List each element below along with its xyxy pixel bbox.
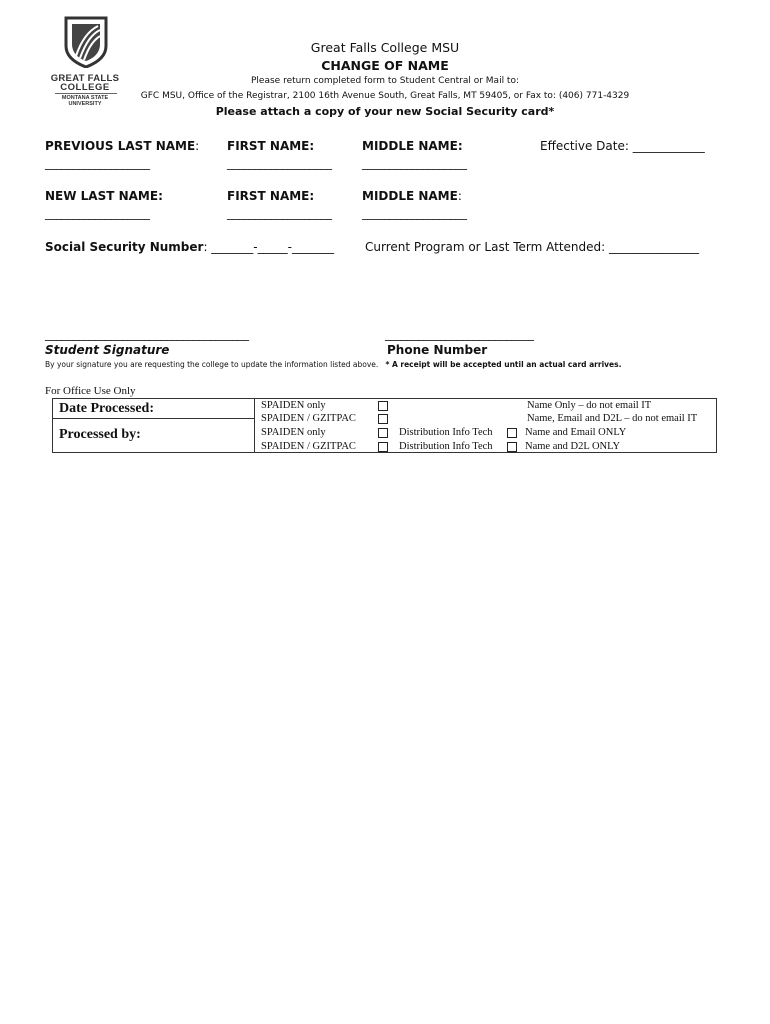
- student-signature-line[interactable]: _____________________________________: [45, 327, 249, 341]
- ssn-field[interactable]: Social Security Number: _______-_____-_______: [45, 240, 334, 254]
- office-divider: [53, 418, 254, 419]
- signature-disclaimer: By your signature you are requesting the college to update the information listed above. * A receipt will be accepted until an actual card arrives.: [45, 360, 622, 369]
- processed-by-label: Processed by:: [59, 427, 141, 442]
- middle-name-blank-2[interactable]: ___________________: [362, 206, 467, 220]
- middle-name-label-2: MIDDLE NAME:: [362, 189, 462, 203]
- office-row-3-dist: Distribution Info Tech: [399, 427, 493, 438]
- instruction-line-1: Please return completed form to Student Central or Mail to:: [251, 76, 519, 86]
- student-signature-label: Student Signature: [45, 343, 170, 357]
- form-title: CHANGE OF NAME: [321, 58, 449, 73]
- office-row-3-checkbox[interactable]: [378, 428, 388, 438]
- first-name-blank-2[interactable]: ___________________: [227, 206, 332, 220]
- previous-last-name-blank[interactable]: ___________________: [45, 156, 150, 170]
- middle-name-label: MIDDLE NAME:: [362, 139, 463, 153]
- institution-name: Great Falls College MSU: [310, 40, 460, 55]
- office-row-4-checkbox[interactable]: [378, 442, 388, 452]
- logo-line-4: UNIVERSITY: [68, 101, 102, 107]
- phone-number-line[interactable]: ___________________________: [385, 327, 534, 341]
- office-row-1-desc: Name Only – do not email IT: [527, 400, 652, 411]
- first-name-blank[interactable]: ___________________: [227, 156, 332, 170]
- previous-last-name-label: PREVIOUS LAST NAME:: [45, 139, 200, 153]
- office-row-3-desc: Name and Email ONLY: [525, 427, 627, 438]
- office-row-2-desc: Name, Email and D2L – do not email IT: [527, 413, 698, 424]
- office-use-heading: For Office Use Only: [45, 385, 136, 397]
- office-row-1-checkbox[interactable]: [378, 401, 388, 411]
- office-row-4-dist-checkbox[interactable]: [507, 442, 517, 452]
- office-row-4-dist: Distribution Info Tech: [399, 441, 493, 452]
- office-row-4-desc: Name and D2L ONLY: [525, 441, 621, 452]
- current-program-field[interactable]: Current Program or Last Term Attended: _______________: [365, 240, 700, 254]
- attach-note: Please attach a copy of your new Social Security card*: [215, 105, 555, 118]
- office-row-3-dist-checkbox[interactable]: [507, 428, 517, 438]
- office-row-2-system: SPAIDEN / GZITPAC: [261, 413, 356, 424]
- office-row-4-system: SPAIDEN / GZITPAC: [261, 441, 356, 452]
- logo-line-1: GREAT FALLS: [50, 73, 120, 84]
- office-row-1-system: SPAIDEN only: [261, 400, 326, 411]
- effective-date-field[interactable]: Effective Date: ____________: [540, 139, 705, 153]
- instruction-line-2: GFC MSU, Office of the Registrar, 2100 16th Avenue South, Great Falls, MT 59405, or Fax to: (406) 771-4329: [140, 91, 630, 101]
- logo-line-3: MONTANA STATE: [61, 95, 109, 101]
- office-row-3-system: SPAIDEN only: [261, 427, 326, 438]
- first-name-label: FIRST NAME:: [227, 139, 315, 153]
- first-name-label-2: FIRST NAME:: [227, 189, 315, 203]
- middle-name-blank[interactable]: ___________________: [362, 156, 467, 170]
- new-last-name-blank[interactable]: ___________________: [45, 206, 150, 220]
- office-row-2-checkbox[interactable]: [378, 414, 388, 424]
- new-last-name-label: NEW LAST NAME:: [45, 189, 163, 203]
- date-processed-label: Date Processed:: [59, 401, 154, 416]
- logo-line-2: COLLEGE: [60, 82, 110, 93]
- office-left-panel: [53, 399, 255, 452]
- phone-number-label: Phone Number: [387, 343, 488, 357]
